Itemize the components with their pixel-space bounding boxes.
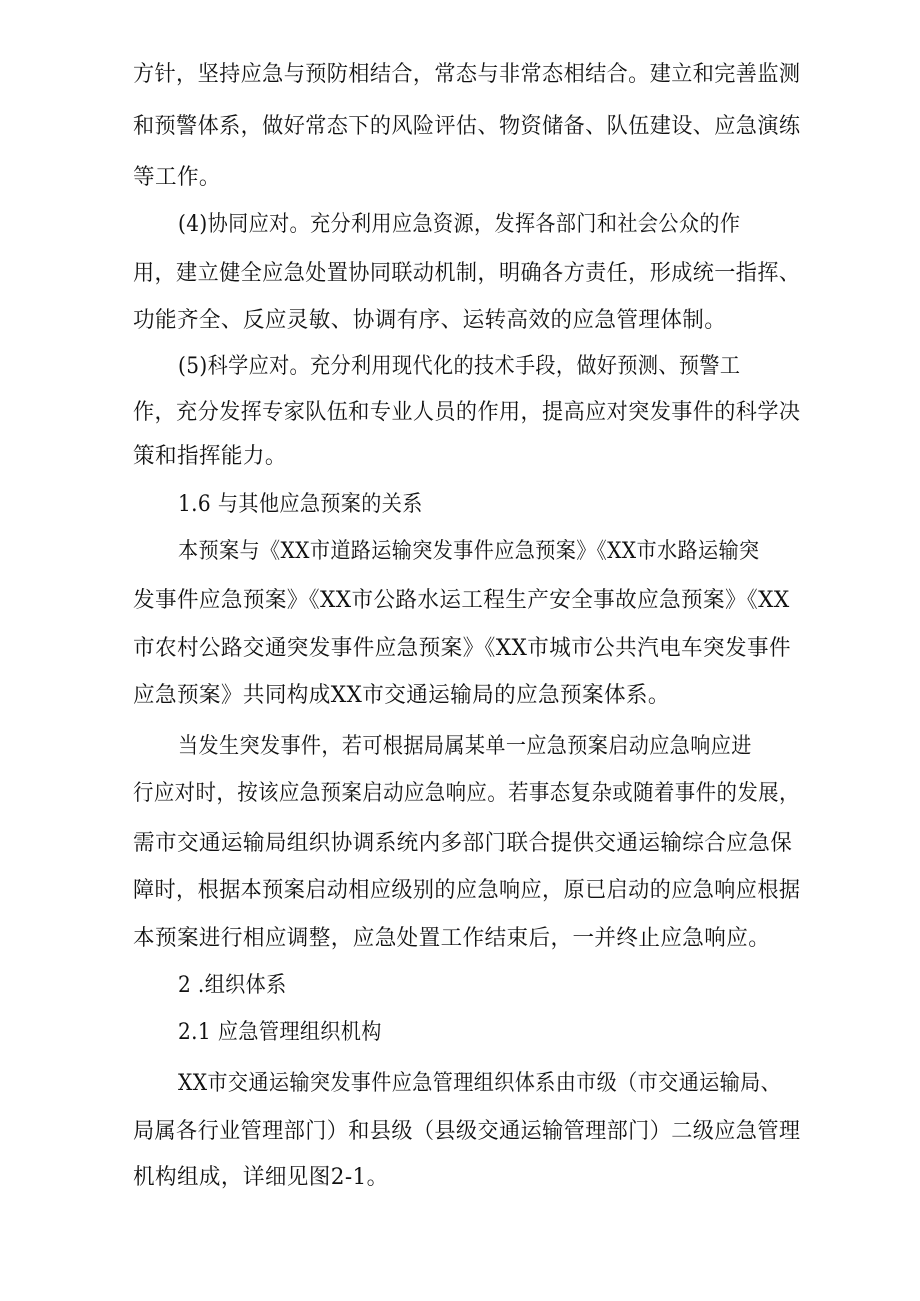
- section-heading: 2 .组织体系: [178, 973, 287, 998]
- paragraph-line: 机构组成，详细见图2-1。: [133, 1165, 389, 1190]
- paragraph-line: (4)协同应对。充分利用应急资源，发挥各部门和社会公众的作: [178, 212, 741, 237]
- subsection-heading: 2.1 应急管理组织机构: [178, 1020, 382, 1045]
- paragraph-line: 等工作。: [133, 165, 221, 190]
- paragraph-line: 市农村公路交通突发事件应急预案》《XX市城市公共汽电车突发事件: [133, 636, 791, 661]
- paragraph-line: XX市交通运输突发事件应急管理组织体系由市级（市交通运输局、: [178, 1071, 782, 1096]
- paragraph-line: 障时，根据本预案启动相应级别的应急响应，原已启动的应急响应根据: [133, 878, 801, 903]
- paragraph-line: 行应对时，按该应急预案启动应急响应。若事态复杂或随着事件的发展，: [133, 781, 800, 806]
- paragraph-line: 方针，坚持应急与预防相结合，常态与非常态相结合。建立和完善监测: [133, 62, 801, 87]
- paragraph-line: 作，充分发挥专家队伍和专业人员的作用，提高应对突发事件的科学决: [133, 400, 801, 425]
- paragraph-line: 和预警体系，做好常态下的风险评估、物资储备、队伍建设、应急演练: [133, 114, 801, 139]
- paragraph-line: 策和指挥能力。: [133, 444, 287, 469]
- paragraph-line: 发事件应急预案》《XX市公路水运工程生产安全事故应急预案》《XX: [133, 588, 790, 613]
- paragraph-line: 应急预案》共同构成XX市交通运输局的应急预案体系。: [133, 683, 670, 708]
- section-heading: 1.6 与其他应急预案的关系: [178, 492, 423, 517]
- paragraph-line: (5)科学应对。充分利用现代化的技术手段，做好预测、预警工: [178, 354, 741, 379]
- paragraph-line: 本预案与《XX市道路运输突发事件应急预案》《XX市水路运输突: [178, 539, 760, 564]
- paragraph-line: 需市交通运输局组织协调系统内多部门联合提供交通运输综合应急保: [133, 831, 793, 856]
- paragraph-line: 用，建立健全应急处置协同联动机制，明确各方责任，形成统一指挥、: [133, 261, 801, 286]
- paragraph-line: 局属各行业管理部门）和县级（县级交通运输管理部门）二级应急管理: [133, 1119, 801, 1144]
- paragraph-line: 功能齐全、反应灵敏、协调有序、运转高效的应急管理体制。: [133, 308, 727, 333]
- paragraph-line: 当发生突发事件，若可根据局属某单一应急预案启动应急响应进: [178, 734, 752, 759]
- paragraph-line: 本预案进行相应调整，应急处置工作结束后，一并终止应急响应。: [133, 926, 771, 951]
